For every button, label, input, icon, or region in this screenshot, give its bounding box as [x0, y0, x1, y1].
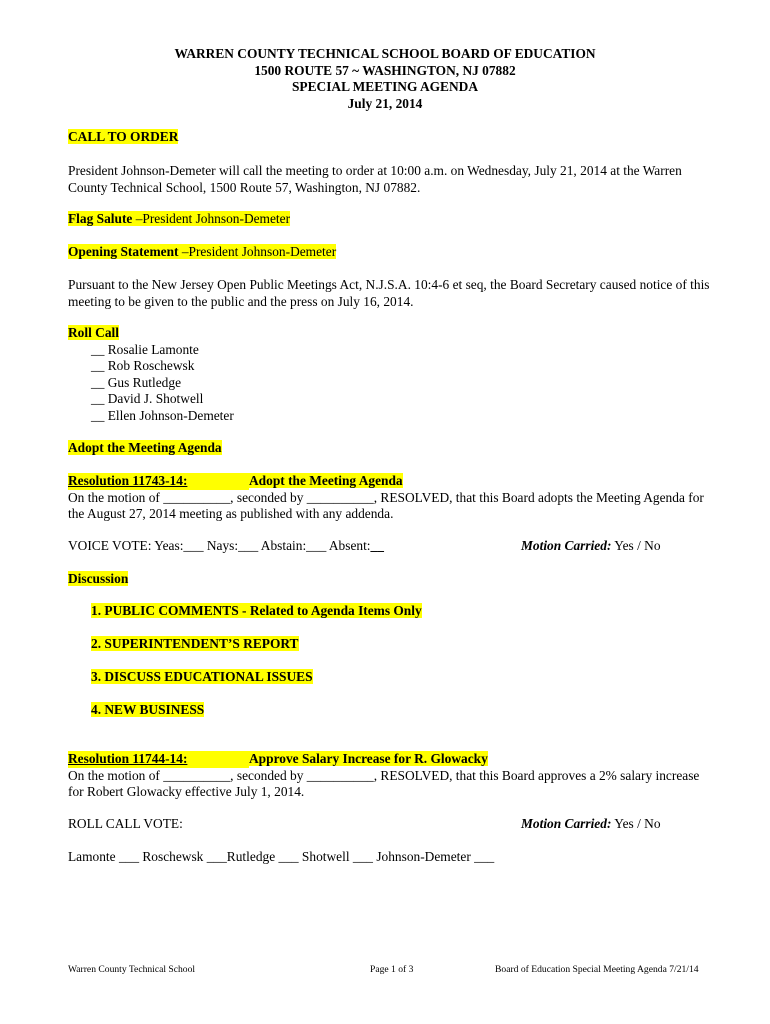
call-to-order-line-1: President Johnson-Demeter will call the meeting to order at 10:00 a.m. on Wednesday, July 21, 2014 at the Warren	[68, 163, 682, 178]
roll-call-member: __ Rob Roschewsk	[91, 358, 195, 373]
opening-statement-line	[68, 244, 336, 259]
resolution-2-heading	[68, 751, 488, 768]
flag-salute	[68, 211, 290, 228]
resolution-1-line-1: On the motion of __________, seconded by __________, RESOLVED, that this Board adopts the Meeting Agenda for	[68, 490, 704, 505]
resolution-2-line-2: for Robert Glowacky effective July 1, 2014.	[68, 784, 305, 799]
document-header	[0, 46, 770, 112]
resolution-1-number-wrap	[68, 473, 249, 490]
resolution-2-motion	[521, 816, 661, 833]
header-line-4: July 21, 2014	[347, 95, 423, 111]
roll-call-vote-label: ROLL CALL VOTE:	[68, 816, 183, 831]
footer-right: Board of Education Special Meeting Agenda 7/21/14	[495, 964, 699, 975]
resolution-2-title: Approve Salary Increase for R. Glowacky	[249, 751, 488, 766]
absent-blank: __	[370, 538, 384, 553]
roll-call-member: __ Gus Rutledge	[91, 375, 182, 390]
discussion-item: 2. SUPERINTENDENT’S REPORT	[91, 636, 299, 651]
pursuant-line-2: meeting to be given to the public and the press on July 16, 2014.	[68, 294, 414, 309]
adopt-agenda-heading: Adopt the Meeting Agenda	[68, 440, 222, 455]
resolution-1-number: Resolution 11743-14:	[68, 473, 188, 488]
call-to-order-line-2: County Technical School, 1500 Route 57, Washington, NJ 07882.	[68, 180, 421, 195]
roll-call-member: __ David J. Shotwell	[91, 391, 204, 406]
flag-salute-heading: Flag Salute	[68, 211, 133, 226]
opening-statement	[68, 244, 336, 261]
resolution-1-motion	[521, 538, 661, 555]
opening-statement-text: –President Johnson-Demeter	[178, 244, 337, 259]
discussion-heading: Discussion	[68, 571, 129, 586]
pursuant-line-1: Pursuant to the New Jersey Open Public Meetings Act, N.J.S.A. 10:4-6 et seq, the Board Secretary caused notice of this	[68, 277, 710, 292]
motion-carried-value: Yes / No	[611, 538, 661, 553]
motion-carried-label: Motion Carried:	[521, 816, 612, 831]
resolution-1-heading	[68, 473, 403, 490]
voice-vote-text: VOICE VOTE: Yeas:___ Nays:___ Abstain:___ Absent:	[68, 538, 371, 553]
motion-carried-label: Motion Carried:	[521, 538, 612, 553]
roll-call-member: __ Ellen Johnson-Demeter	[91, 408, 234, 423]
opening-statement-heading: Opening Statement	[68, 244, 179, 259]
resolution-1-vote	[68, 538, 384, 555]
motion-carried-value: Yes / No	[611, 816, 661, 831]
header-line-3: SPECIAL MEETING AGENDA	[291, 79, 479, 95]
resolution-1-title: Adopt the Meeting Agenda	[249, 473, 403, 488]
header-line-1: WARREN COUNTY TECHNICAL SCHOOL BOARD OF EDUCATION	[174, 46, 596, 61]
footer-page-number: Page 1 of 3	[370, 964, 414, 975]
flag-salute-line	[68, 211, 290, 226]
flag-salute-text: –President Johnson-Demeter	[132, 211, 291, 226]
discussion-item: 4. NEW BUSINESS	[91, 702, 205, 717]
roll-call-member: __ Rosalie Lamonte	[91, 342, 199, 357]
header-line-2: 1500 ROUTE 57 ~ WASHINGTON, NJ 07882	[254, 62, 516, 78]
resolution-1-line-2: the August 27, 2014 meeting as published with any addenda.	[68, 506, 394, 521]
resolution-2-number: Resolution 11744-14:	[68, 751, 188, 766]
call-to-order-heading: CALL TO ORDER	[68, 129, 179, 144]
resolution-2-line-1: On the motion of __________, seconded by __________, RESOLVED, that this Board approves a 2% salary increase	[68, 768, 700, 783]
discussion-item: 3. DISCUSS EDUCATIONAL ISSUES	[91, 669, 313, 684]
roll-call-vote-line: Lamonte ___ Roschewsk ___Rutledge ___ Shotwell ___ Johnson-Demeter ___	[68, 849, 495, 864]
discussion-item: 1. PUBLIC COMMENTS - Related to Agenda Items Only	[91, 603, 422, 618]
footer-left: Warren County Technical School	[68, 964, 196, 975]
roll-call-heading: Roll Call	[68, 325, 119, 340]
resolution-2-number-wrap	[68, 751, 249, 768]
